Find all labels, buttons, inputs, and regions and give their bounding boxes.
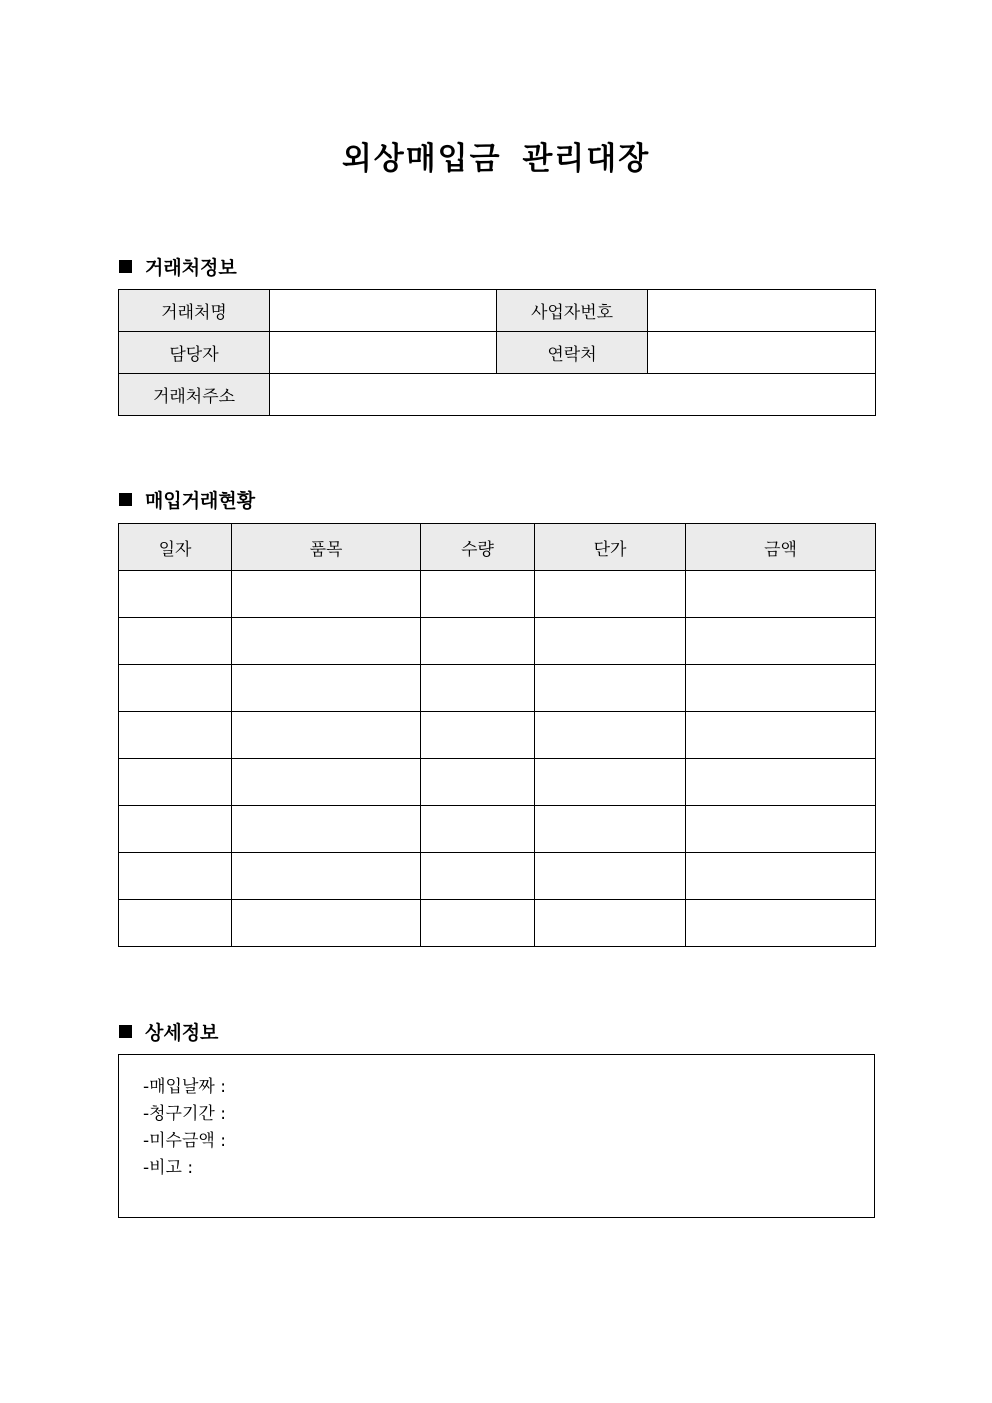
unit-price-cell[interactable] (535, 571, 686, 618)
unit-price-cell[interactable] (535, 712, 686, 759)
date-cell[interactable] (119, 853, 232, 900)
item-cell[interactable] (232, 618, 421, 665)
billing-period-line: -청구기간 : (143, 1104, 226, 1124)
item-cell[interactable] (232, 806, 421, 853)
unit-price-cell[interactable] (535, 759, 686, 806)
details-heading (119, 1018, 218, 1045)
business-number-field[interactable] (648, 290, 876, 332)
vendor-info-heading (119, 253, 237, 280)
quantity-cell[interactable] (421, 618, 535, 665)
table-row (119, 759, 876, 806)
vendor-info-row (119, 290, 876, 332)
unit-price-cell[interactable] (535, 665, 686, 712)
column-header-item: 품목 (232, 524, 421, 571)
unit-price-cell[interactable] (535, 618, 686, 665)
purchase-status-heading-label: 매입거래현황 (145, 490, 256, 512)
quantity-cell[interactable] (421, 665, 535, 712)
purchase-status-table (118, 523, 876, 947)
manager-field[interactable] (270, 332, 497, 374)
address-label: 거래처주소 (119, 374, 270, 416)
amount-cell[interactable] (686, 712, 876, 759)
amount-cell[interactable] (686, 759, 876, 806)
unit-price-cell[interactable] (535, 853, 686, 900)
business-number-label: 사업자번호 (497, 290, 648, 332)
date-cell[interactable] (119, 806, 232, 853)
square-bullet-icon (119, 493, 132, 506)
date-cell[interactable] (119, 571, 232, 618)
unpaid-amount-line: -미수금액 : (143, 1131, 226, 1151)
amount-cell[interactable] (686, 806, 876, 853)
vendor-info-row (119, 332, 876, 374)
item-cell[interactable] (232, 665, 421, 712)
table-row (119, 853, 876, 900)
table-row (119, 571, 876, 618)
column-header-quantity: 수량 (421, 524, 535, 571)
table-row (119, 900, 876, 947)
contact-field[interactable] (648, 332, 876, 374)
amount-cell[interactable] (686, 853, 876, 900)
unit-price-cell[interactable] (535, 900, 686, 947)
item-cell[interactable] (232, 759, 421, 806)
amount-cell[interactable] (686, 618, 876, 665)
quantity-cell[interactable] (421, 806, 535, 853)
date-cell[interactable] (119, 665, 232, 712)
amount-cell[interactable] (686, 900, 876, 947)
column-header-unit-price: 단가 (535, 524, 686, 571)
table-header-row (119, 524, 876, 571)
details-box[interactable] (118, 1054, 875, 1218)
quantity-cell[interactable] (421, 712, 535, 759)
purchase-status-heading (119, 486, 255, 513)
date-cell[interactable] (119, 712, 232, 759)
item-cell[interactable] (232, 712, 421, 759)
date-cell[interactable] (119, 900, 232, 947)
address-field[interactable] (270, 374, 876, 416)
column-header-amount: 금액 (686, 524, 876, 571)
vendor-info-row (119, 374, 876, 416)
square-bullet-icon (119, 1025, 132, 1038)
vendor-name-field[interactable] (270, 290, 497, 332)
vendor-info-table (118, 289, 876, 416)
manager-label: 담당자 (119, 332, 270, 374)
table-row (119, 618, 876, 665)
purchase-date-line: -매입날짜 : (143, 1077, 226, 1097)
amount-cell[interactable] (686, 571, 876, 618)
quantity-cell[interactable] (421, 759, 535, 806)
item-cell[interactable] (232, 853, 421, 900)
details-heading-label: 상세정보 (145, 1022, 219, 1044)
details-list (143, 1074, 226, 1182)
vendor-name-label: 거래처명 (119, 290, 270, 332)
document-title: 외상매입금 관리대장 (341, 141, 651, 177)
contact-label: 연락처 (497, 332, 648, 374)
table-row (119, 712, 876, 759)
remarks-line: -비고 : (143, 1158, 194, 1178)
date-cell[interactable] (119, 759, 232, 806)
quantity-cell[interactable] (421, 571, 535, 618)
table-row (119, 665, 876, 712)
item-cell[interactable] (232, 900, 421, 947)
table-row (119, 806, 876, 853)
column-header-date: 일자 (119, 524, 232, 571)
item-cell[interactable] (232, 571, 421, 618)
amount-cell[interactable] (686, 665, 876, 712)
unit-price-cell[interactable] (535, 806, 686, 853)
square-bullet-icon (119, 260, 132, 273)
quantity-cell[interactable] (421, 853, 535, 900)
vendor-info-heading-label: 거래처정보 (145, 257, 237, 279)
date-cell[interactable] (119, 618, 232, 665)
quantity-cell[interactable] (421, 900, 535, 947)
